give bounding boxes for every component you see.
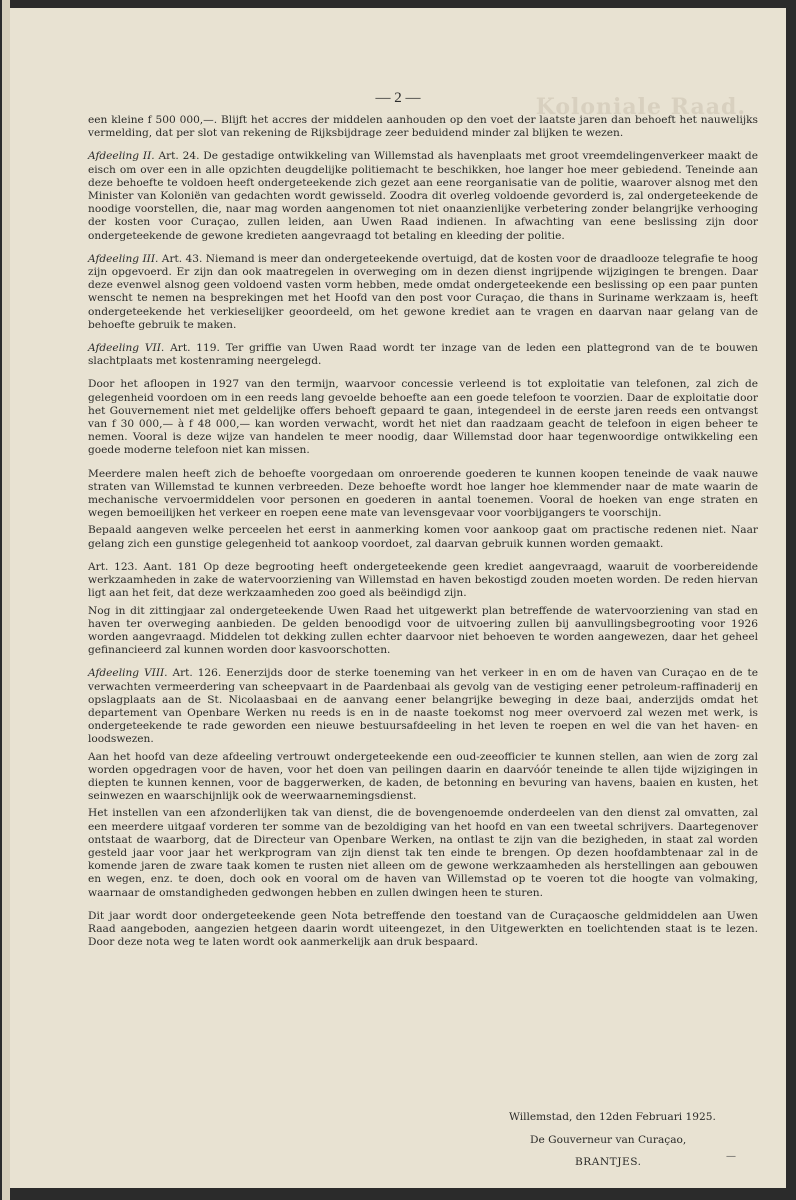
paragraph: Dit jaar wordt door ondergeteekende geen Nota betreffende den toestand van de Curaçaosche geldmiddelen aan Uwen Raad aangeboden, aangezien hetgeen daarin wordt uiteengezet, in den Uitgewerkten en toelichtenden staat is te lezen. Door deze nota weg te laten wordt ook aanmerkelijk aan druk bespaard. bbox=[88, 909, 758, 949]
place-date: Willemstad, den 12den Februari 1925. bbox=[509, 1111, 716, 1123]
paragraph: Afdeeling II. Art. 24. De gestadige ontwikkeling van Willemstad als havenplaats met groot vreemdelingenverkeer maakt de eisch om over een in alle opzichten deugdelijke politiemacht te beschikken, hoe langer hoe meer gebiedend. Teneinde aan deze behoefte te voldoen heeft ondergeteekende zich gezet aan eene reorganisatie van de politie, waarover alsnog met den Minister van Koloniën van gedachten wordt gewisseld. Zoodra dit overleg voldoende gevorderd is, zal ondergeteekende de noodige voorstellen, die, naar mag worden aangenomen tot niet onaanzienlijke verbetering zonder belangrijke verhooging der kosten voor Curaçao, zullen leiden, aan Uwen Raad indienen. In afwachting van eene beslissing zijn door ondergeteekende de gewone kredieten aangevraagd tot betaling en kleeding der politie. bbox=[88, 150, 758, 242]
paragraph: een kleine f 500 000,—. Blijft het accres der middelen aanhouden op den voet der laatste jaren dan behoeft het nauwelijks vermelding, dat per slot van rekening de Rijksbijdrage zeer beduidend minder zal blijken te wezen. bbox=[88, 114, 758, 140]
section-heading: Afdeeling VIII. bbox=[88, 667, 168, 680]
signatory-name: BRANTJES. bbox=[575, 1156, 642, 1168]
section-heading: Afdeeling III. bbox=[88, 252, 159, 265]
section-heading: Afdeeling VII. bbox=[88, 342, 165, 355]
paragraph: Art. 123. Aant. 181 Op deze begrooting heeft ondergeteekende geen krediet aangevraagd, waaruit de voorbereidende werkzaamheden in zake de watervoorziening van Willemstad en haven bekostigd zouden moeten worden. De reden hiervan ligt aan het feit, dat deze werkzaamheden zoo goed als beëindigd zijn. bbox=[88, 560, 758, 600]
paragraph: Aan het hoofd van deze afdeeling vertrouwt ondergeteekende een oud-zeeofficier te kunnen stellen, aan wien de zorg zal worden opgedragen voor de haven, voor het doen van peilingen daarin en daarvóór teneinde te allen tijde wijzigingen in diepten te kunnen kennen, voor de baggerwerken, de kaden, de betonning en bevuring van havens, baaien en kusten, het seinwezen en waarschijnlijk ook de weerwaarnemingsdienst. bbox=[88, 750, 758, 803]
page-number: — 2 — bbox=[375, 90, 421, 106]
paragraph: Afdeeling III. Art. 43. Niemand is meer dan ondergeteekende overtuigd, dat de kosten voor de draadlooze telegrafie te hoog zijn opgevoerd. Er zijn dan ook maatregelen in overweging om in dezen dienst ingrijpende wijzigingen te brengen. Daar deze evenwel alsnog geen voldoend vasten vorm hebben, mede omdat ondergeteekende een beslissing op een paar punten wenscht te nemen na besprekingen met het Hoofd van den post voor Curaçao, die thans in Suriname werkzaam is, heeft ondergeteekende het verkieselijker geoordeeld, om het gewone krediet aan te vragen en daarvan naar gelang van de behoefte gebruik te maken. bbox=[88, 252, 758, 331]
paragraph: Het instellen van een afzonderlijken tak van dienst, die de bovengenoemde onderdeelen van den dienst zal omvatten, zal een meerdere uitgaaf vorderen ter somme van de bezoldiging van het hoofd en van een tweetal schrijvers. Daartegenover ontstaat de waarborg, dat de Directeur van Openbare Werken, na ontlast te zijn van die bezigheden, in staat zal worden gesteld jaar voor jaar het werkprogram van zijn dienst tak ten einde te brengen. Op dezen hoofdambtenaar zal in de komende jaren de zware taak komen te rusten niet alleen om de gewone werkzaamheden als herstellingen aan gebouwen en wegen, enz. te doen, doch ook en vooral om de haven van Willemstad op te voeren tot die hoogte van volmaking, waarnaar de omstandigheden gedwongen hebben en zullen dwingen heen te sturen. bbox=[88, 807, 758, 899]
page-edge bbox=[2, 0, 10, 1200]
paragraph: Door het afloopen in 1927 van den termijn, waarvoor concessie verleend is tot exploitatie van telefonen, zal zich de gelegenheid voordoen om in een reeds lang gevoelde behoefte aan een goede telefoon te voorzien. Daar de exploitatie door het Gouvernement niet met geldelijke offers behoeft gepaard te gaan, integendeel in de eerste jaren reeds een ontvangst van f 30 000,— à f 48 000,— kan worden verwacht, wordt het niet dan raadzaam geacht de telefoon in eigen beheer te nemen. Vooral is deze wijze van handelen te meer noodig, daar Willemstad door haar tegenwoordige ontwikkeling een goede moderne telefoon niet kan missen. bbox=[88, 378, 758, 457]
signatory-title: De Gouverneur van Curaçao, bbox=[530, 1134, 687, 1146]
paragraph: Afdeeling VIII. Art. 126. Eenerzijds door de sterke toeneming van het verkeer in en om de haven van Curaçao en de te verwachten vermeerdering van scheepvaart in de Paardenbaai als gevolg van de vestiging eener petroleum-raffinaderij en opslagplaats aan de St. Nicolaasbaai en de aanvang eener belangrijke beweging in deze baai, anderzijds omdat het departement van Openbare Werken nu reeds is en in de naaste toekomst nog meer overvoerd zal wezen met werk, is ondergeteekende te rade geworden een nieuwe bestuursafdeeling in het leven te roepen en wel die van het haven- en loodswezen. bbox=[88, 667, 758, 746]
end-mark: — bbox=[726, 1151, 736, 1162]
document-body bbox=[88, 114, 758, 949]
bleed-through-heading: Koloniale Raad. bbox=[535, 94, 746, 120]
paragraph: Nog in dit zittingjaar zal ondergeteekende Uwen Raad het uitgewerkt plan betreffende de watervoorziening van stad en haven ter overweging aanbieden. De gelden benoodigd voor de uitvoering zullen bij aanvullingsbegrooting voor 1926 worden aangevraagd. Middelen tot dekking zullen echter daarvoor niet behoeven te worden aangewezen, daar het geheel gefinancieerd zal kunnen worden door kasvoorschotten. bbox=[88, 604, 758, 657]
paragraph: Bepaald aangeven welke perceelen het eerst in aanmerking komen voor aankoop gaat om practische redenen niet. Naar gelang zich een gunstige gelegenheid tot aankoop voordoet, zal daarvan gebruik kunnen worden gemaakt. bbox=[88, 524, 758, 550]
section-heading: Afdeeling II. bbox=[88, 150, 155, 163]
article-reference: Art. 123. Aant. 181 bbox=[88, 560, 198, 573]
paragraph: Afdeeling VII. Art. 119. Ter griffie van Uwen Raad wordt ter inzage van de leden een plattegrond van de te bouwen slachtplaats met kostenraming neergelegd. bbox=[88, 342, 758, 368]
document-page bbox=[10, 8, 786, 1188]
paragraph: Meerdere malen heeft zich de behoefte voorgedaan om onroerende goederen te kunnen koopen teneinde de vaak nauwe straten van Willemstad te kunnen verbreeden. Deze behoefte wordt hoe langer hoe klemmender naar de mate waarin de mechanische vervoermiddelen voor personen en goederen in aantal toenemen. Vooral de hoeken van enge straten en wegen bemoeilijken het verkeer en roepen eene mate van levensgevaar voor voorbijgangers te voorschijn. bbox=[88, 467, 758, 520]
